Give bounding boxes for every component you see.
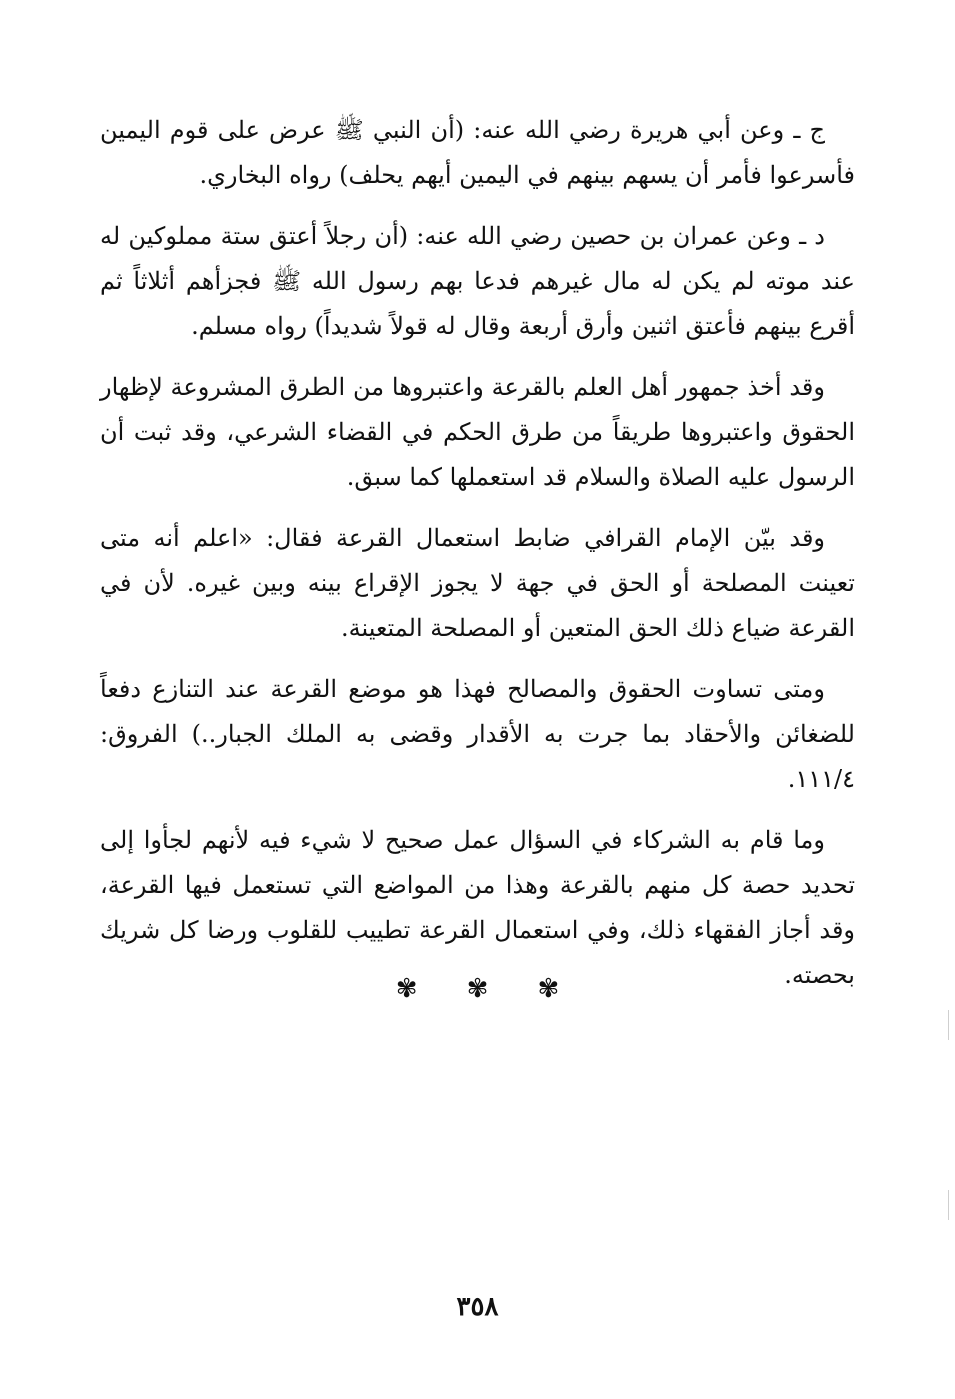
scan-artifact (948, 1010, 949, 1040)
paragraph-conclusion: وما قام به الشركاء في السؤال عمل صحيح لا شيء فيه لأنهم لجأوا إلى تحديد حصة كل منهم بالقرعة وهذا من المواضع التي تستعمل فيها القرعة، وقد أجاز الفقهاء ذلك، وفي استعمال القرعة تطييب للقلوب ورضا كل شريك بحصته. (100, 826, 856, 989)
page-number: ٣٥٨ (456, 1292, 499, 1322)
section-divider (0, 976, 955, 1002)
paragraph-scholars-opinion: وقد أخذ جمهور أهل العلم بالقرعة واعتبروها من الطرق المشروعة لإظهار الحقوق واعتبروها طريقاً من طرق الحكم في القضاء الشرعي، وقد ثبت أن الرسول عليه الصلاة والسلام قد استعملها كما سبق. (100, 373, 855, 491)
ornament-icon: ✾ (395, 974, 418, 1004)
paragraph-quote-continuation: ومتى تساوت الحقوق والمصالح فهذا هو موضع القرعة عند التنازع دفعاً للضغائن والأحقاد بما جرت به الأقدار وقضى به الملك الجبار..) الفروق: ١١١/٤. (100, 675, 855, 793)
scan-artifact (948, 1190, 949, 1220)
paragraph-hadith-abu-hurayra: ج ـ وعن أبي هريرة رضي الله عنه: (أن النبي ﷺ عرض على قوم اليمين فأسرعوا فأمر أن يسهم بينهم في اليمين أيهم يحلف) رواه البخاري. (100, 116, 855, 189)
ornament-icon: ✾ (466, 974, 489, 1004)
page-body (100, 108, 855, 1014)
paragraph-hadith-imran: د ـ وعن عمران بن حصين رضي الله عنه: (أن رجلاً أعتق ستة مملوكين له عند موته لم يكن له مال غيرهم فدعا بهم رسول الله ﷺ فجزأهم أثلاثاً ثم أقرع بينهم فأعتق اثنين وأرق أربعة وقال له قولاً شديداً) رواه مسلم. (100, 222, 855, 340)
ornament-icon: ✾ (537, 974, 560, 1004)
paragraph-qarafi-quote: وقد بيّن الإمام القرافي ضابط استعمال القرعة فقال: «اعلم أنه متى تعينت المصلحة أو الحق في جهة لا يجوز الإقراع بينه وبين غيره. لأن في القرعة ضياع ذلك الحق المتعين أو المصلحة المتعينة. (100, 524, 855, 642)
